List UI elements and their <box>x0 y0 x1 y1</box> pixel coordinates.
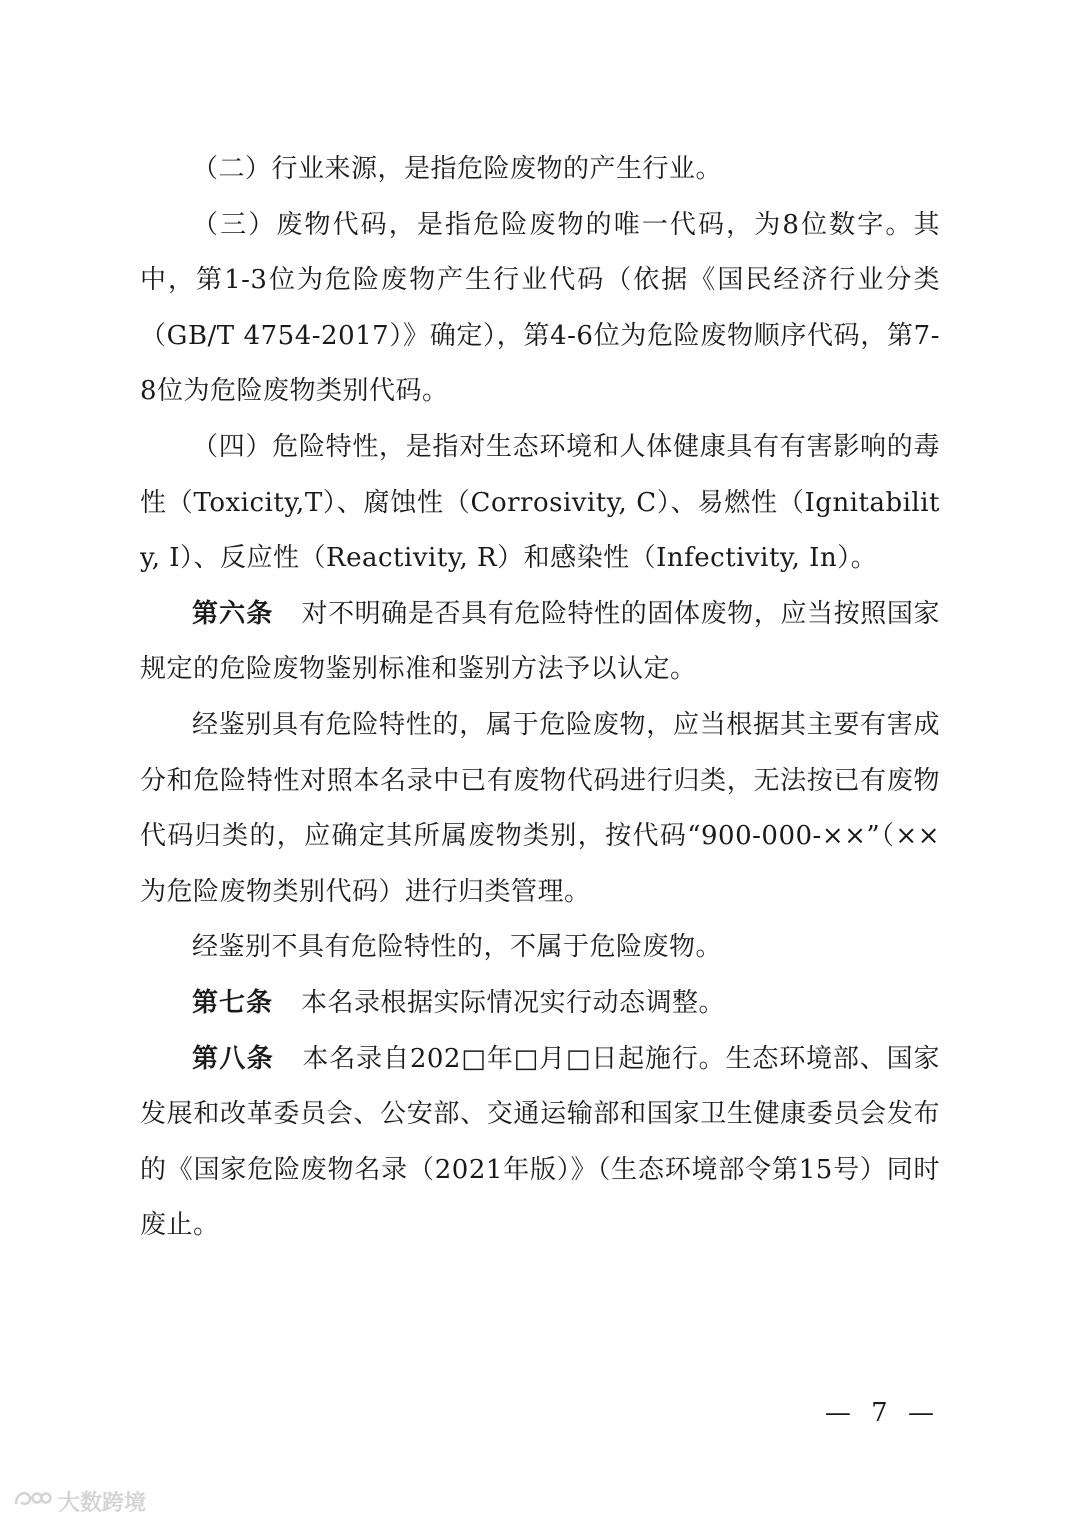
paragraph-identified-non-hazardous: 经鉴别不具有危险特性的，不属于危险废物。 <box>192 932 723 963</box>
article-eight <box>140 1032 940 1254</box>
article-six-heading: 第六条 <box>192 598 274 629</box>
paragraph-hazard-characteristics: （四）危险特性，是指对生态环境和人体健康具有有害影响的毒性（Toxicity,T）、腐蚀性（Corrosivity, C）、易燃性（Ignitability, I）、反应性（Reactivity, R）和感染性（Infectivity, In）。 <box>140 431 940 574</box>
paragraph-identified-hazardous: 经鉴别具有危险特性的，属于危险废物，应当根据其主要有害成分和危险特性对照本名录中已有废物代码进行归类，无法按已有废物代码归类的，应确定其所属废物类别，按代码“900-000-××”（××为危险废物类别代码）进行归类管理。 <box>140 709 940 907</box>
article-eight-text: 本名录自202□年□月□日起施行。生态环境部、国家发展和改革委员会、公安部、交通运输部和国家卫生健康委员会发布的《国家危险废物名录（2021年版）》（生态环境部令第15号）同时废止。 <box>140 1043 940 1241</box>
logo-icon <box>12 1486 52 1516</box>
paragraph-industry-source: （二）行业来源，是指危险废物的产生行业。 <box>192 154 723 184</box>
article-seven-text: 本名录根据实际情况实行动态调整。 <box>301 987 726 1018</box>
document-body <box>140 142 940 1254</box>
article-six-text: 对不明确是否具有危险特性的固体废物，应当按照国家规定的危险废物鉴别标准和鉴别方法予以认定。 <box>140 598 940 685</box>
watermark-text: 大数跨境 <box>58 1490 147 1516</box>
article-seven <box>140 976 940 1032</box>
article-eight-heading: 第八条 <box>192 1043 275 1074</box>
page-number: — 7 — <box>824 1398 940 1428</box>
watermark <box>12 1486 146 1516</box>
article-six <box>140 587 940 698</box>
article-seven-heading: 第七条 <box>192 987 274 1018</box>
paragraph-waste-code: （三）废物代码，是指危险废物的唯一代码，为8位数字。其中，第1-3位为危险废物产生行业代码（依据《国民经济行业分类（GB/T 4754-2017）》确定），第4-6位为危险废物顺序代码，第7-8位为危险废物类别代码。 <box>140 209 940 407</box>
